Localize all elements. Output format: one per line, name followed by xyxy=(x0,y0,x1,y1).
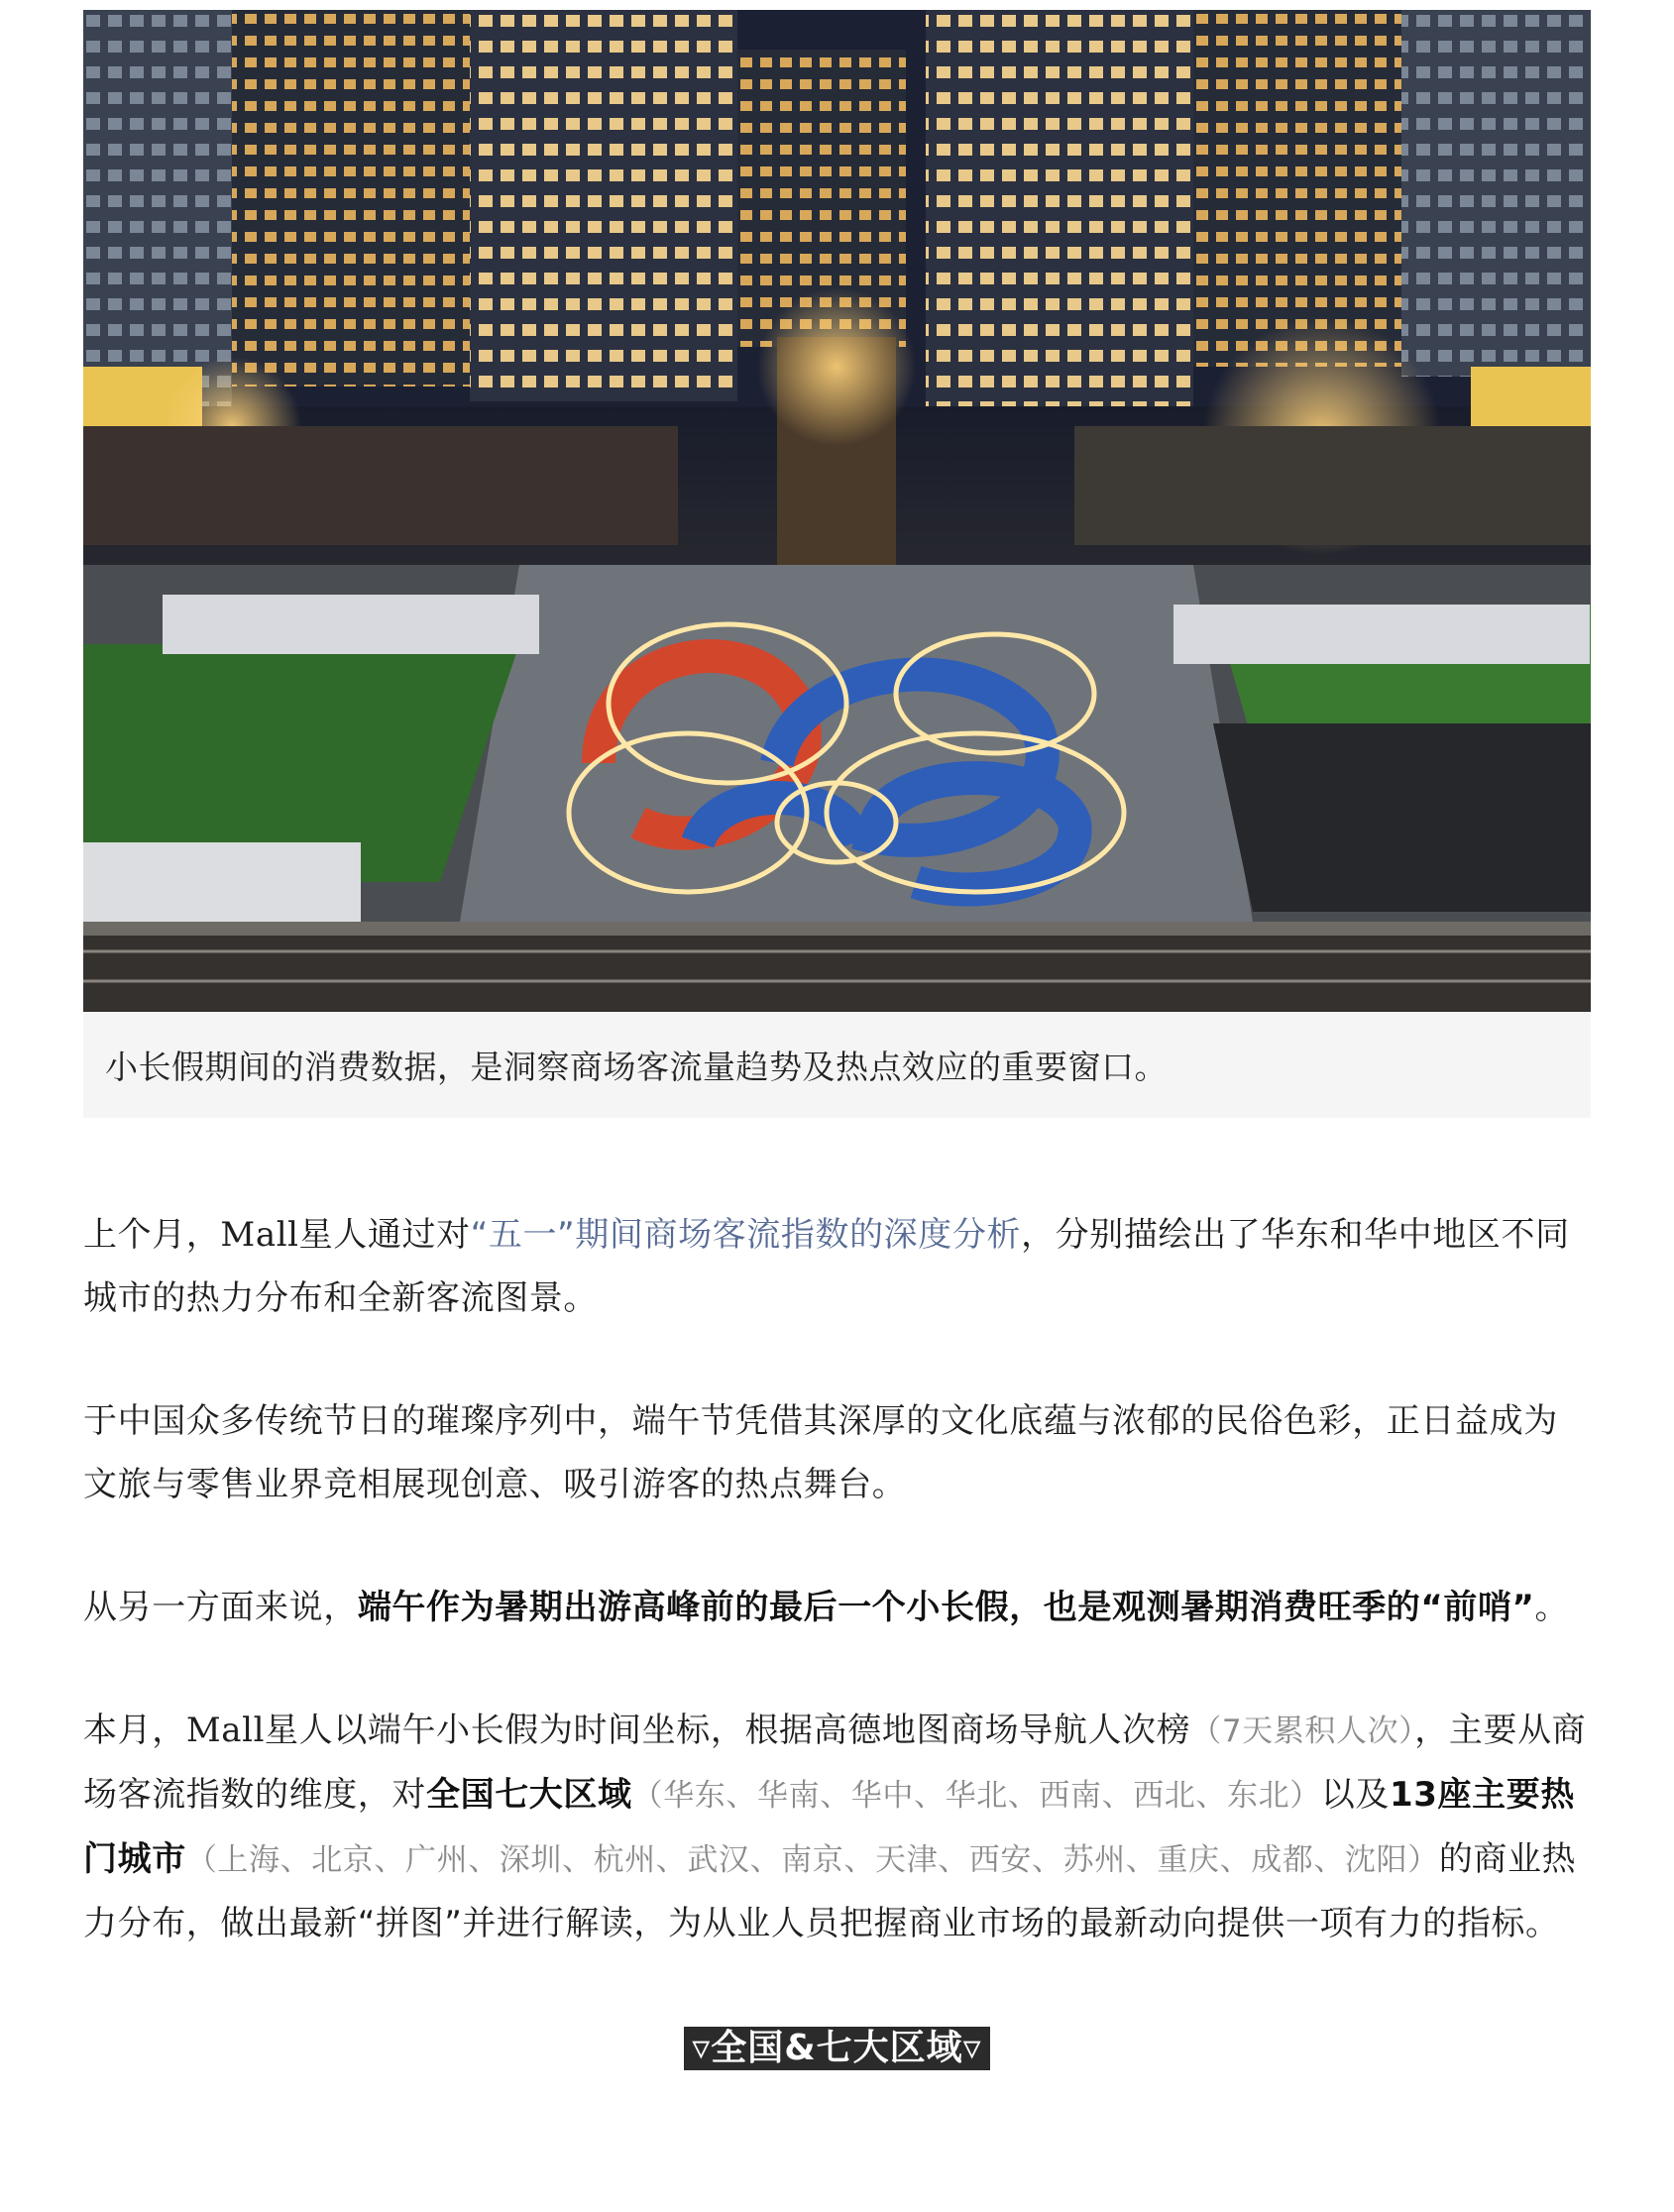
paragraph-festival xyxy=(83,1389,1591,1516)
p4-note-2: （华东、华南、华中、华北、西南、西北、东北） xyxy=(631,1778,1321,1814)
p4-text-b: 星人以端午小长假为时间坐标，根据高德地图商场导航人次榜 xyxy=(265,1711,1191,1750)
p1-text-a: 上个月， xyxy=(83,1215,221,1255)
paragraph-method xyxy=(83,1699,1591,1955)
paragraph-highlight xyxy=(83,1576,1591,1639)
p1-text-c: ，分别描绘出了华东和华中地区不同城市的热力分布和全新客流图景。 xyxy=(83,1215,1570,1318)
p4-bold-cities: 13座主要热门城市 xyxy=(83,1775,1575,1879)
p1-text-b: 星人通过对 xyxy=(298,1215,471,1255)
p4-text-d: 以及 xyxy=(1320,1775,1391,1815)
photo-caption: 小长假期间的消费数据，是洞察商场客流量趋势及热点效应的重要窗口。 xyxy=(105,1048,1168,1086)
p4-text-a: 本月， xyxy=(83,1711,186,1750)
p4-note-3: （上海、北京、广州、深圳、杭州、武汉、南京、天津、西安、苏州、重庆、成都、沈阳） xyxy=(185,1842,1439,1878)
p4-text-e: 的商业热力分布，做出最新“拼图”并进行解读，为从业人员把握商业市场的最新动向提供一项有力的指标。 xyxy=(83,1839,1577,1943)
section-header xyxy=(83,2027,1591,2070)
p2-text: 于中国众多传统节日的璀璨序列中，端午节凭借其深厚的文化底蕴与浓郁的民俗色彩，正日益成为文旅与零售业界竞相展现创意、吸引游客的热点舞台。 xyxy=(83,1401,1558,1504)
article-body xyxy=(83,10,1591,2070)
p3-text-a: 从另一方面来说， xyxy=(83,1588,358,1627)
p4-note-1: （7天累积人次） xyxy=(1190,1714,1415,1749)
p4-brand: Mall xyxy=(185,1711,266,1750)
night-plaza-illustration xyxy=(83,10,1591,1012)
p1-brand: Mall xyxy=(220,1215,299,1255)
p4-text-c: ，主要从商场客流指数的维度，对 xyxy=(83,1711,1587,1815)
section-title: ▿全国&七大区域▿ xyxy=(684,2027,990,2070)
photo-caption-box xyxy=(83,1012,1591,1118)
article-link[interactable]: “五一”期间商场客流指数的深度分析 xyxy=(470,1215,1022,1255)
p3-bold: 端午作为暑期出游高峰前的最后一个小长假，也是观测暑期消费旺季的“前哨” xyxy=(357,1588,1535,1627)
p3-text-b: 。 xyxy=(1534,1588,1570,1627)
paragraph-intro xyxy=(83,1203,1591,1330)
p4-bold-regions: 全国七大区域 xyxy=(426,1775,632,1815)
hero-photo xyxy=(83,10,1591,1012)
